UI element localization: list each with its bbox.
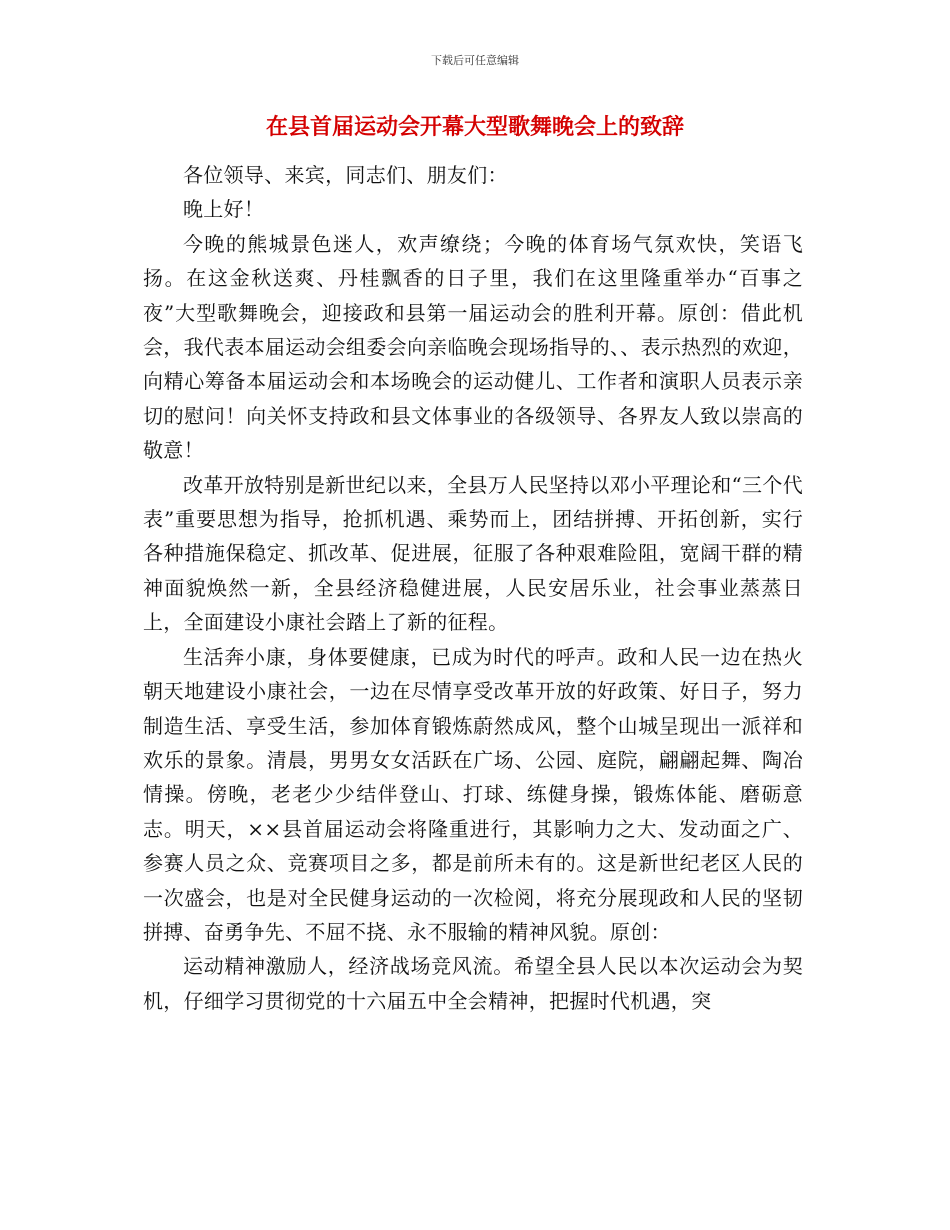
document-body	[143, 158, 803, 1018]
salutation-paragraph: 晚上好！	[183, 197, 265, 222]
body-paragraph: 生活奔小康，身体要健康，已成为时代的呼声。政和人民一边在热火朝天地建设小康社会，一边在尽情享受改革开放的好政策、好日子，努力制造生活、享受生活，参加体育锻炼蔚然成风，整个山城呈现出一派祥和欢乐的景象。清晨，男男女女活跃在广场、公园、庭院，翩翩起舞、陶冶情操。傍晚，老老少少结伴登山、打球、练健身操，锻炼体能、磨砺意志。明天，××县首届运动会将隆重进行，其影响力之大、发动面之广、参赛人员之众、竞赛项目之多，都是前所未有的。这是新世纪老区人民的一次盛会，也是对全民健身运动的一次检阅，将充分展现政和人民的坚韧拼搏、奋勇争先、不屈不挠、永不服输的精神风貌。原创：	[143, 644, 803, 944]
greeting-paragraph: 各位领导、来宾，同志们、朋友们：	[183, 163, 508, 187]
body-paragraph: 运动精神激励人，经济战场竞风流。希望全县人民以本次运动会为契机，仔细学习贯彻党的十六届五中全会精神，把握时代机遇，突	[143, 954, 803, 1013]
document-title: 在县首届运动会开幕大型歌舞晚会上的致辞	[265, 115, 684, 140]
page-header-note: 下载后可任意编辑	[431, 54, 519, 67]
body-paragraph: 今晚的熊城景色迷人，欢声缭绕；今晚的体育场气氛欢快，笑语飞扬。在这金秋送爽、丹桂飘香的日子里，我们在这里隆重举办“百事之夜”大型歌舞晚会，迎接政和县第一届运动会的胜利开幕。原创：借此机会，我代表本届运动会组委会向亲临晚会现场指导的、、表示热烈的欢迎，向精心筹备本届运动会和本场晚会的运动健儿、工作者和演职人员表示亲切的慰问！向关怀支持政和县文体事业的各级领导、各界友人致以崇高的敬意！	[143, 231, 803, 463]
body-paragraph: 改革开放特别是新世纪以来，全县万人民坚持以邓小平理论和“三个代表”重要思想为指导，抢抓机遇、乘势而上，团结拼搏、开拓创新，实行各种措施保稳定、抓改革、促进展，征服了各种艰难险阻，宽阔干群的精神面貌焕然一新，全县经济稳健进展，人民安居乐业，社会事业蒸蒸日上，全面建设小康社会踏上了新的征程。	[143, 472, 803, 635]
